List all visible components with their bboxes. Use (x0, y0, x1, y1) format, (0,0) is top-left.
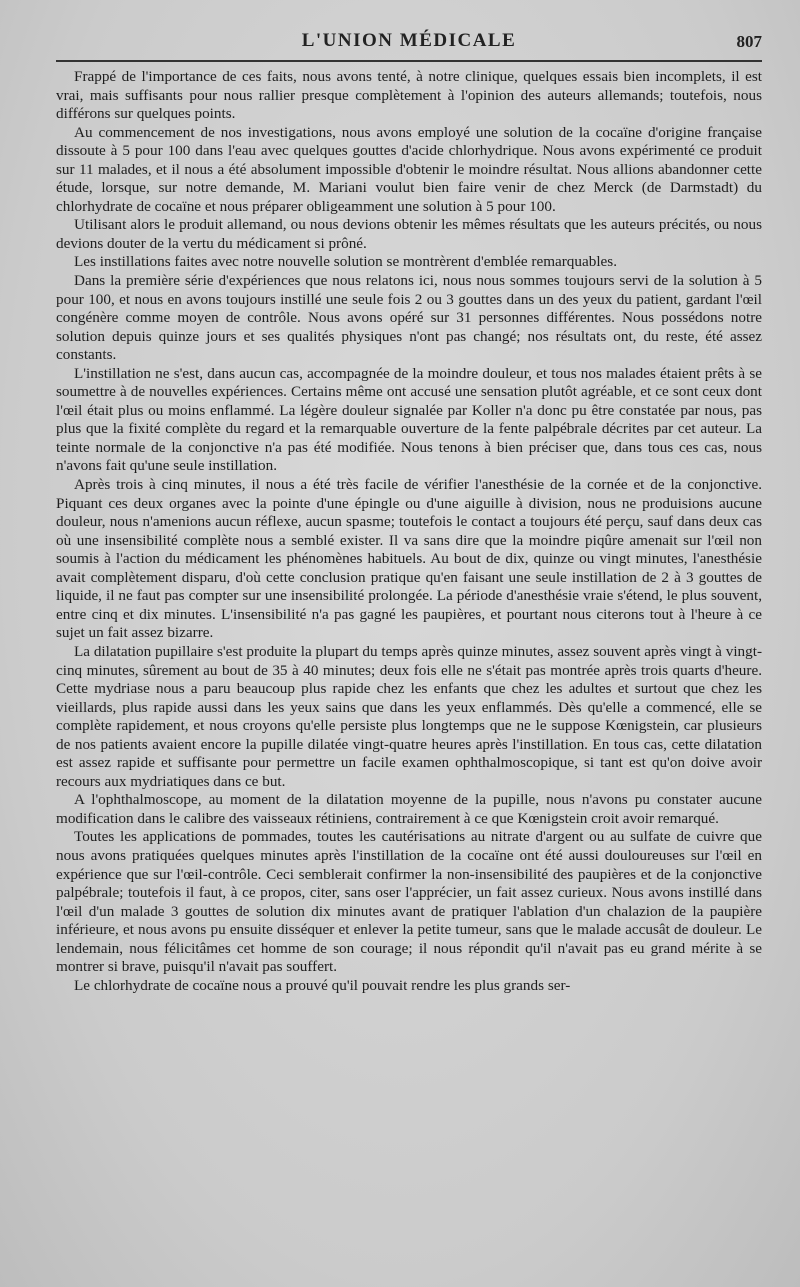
paragraph: Utilisant alors le produit allemand, ou nous devions obtenir les mêmes résultats que les auteurs précités, ou nous devions douter de la vertu du médicament si prôné. (56, 216, 762, 252)
paragraph: Après trois à cinq minutes, il nous a été très facile de vérifier l'anesthésie de la cornée et de la conjonctive. Piquant ces deux organes avec la pointe d'une épingle ou d'une aiguille à division, nous ne produisions aucune douleur, nous n'amenions aucun réflexe, aucun spasme; toutefois le contact a toujours été perçu, sauf dans deux cas où une insensibilité complète nous a semblé exister. Il va sans dire que la moindre piqûre amenait sur l'œil non soumis à l'action du médicament les phénomènes habituels. Au bout de dix, quinze ou vingt minutes, l'anesthésie avait complètement disparu, d'où cette conclusion pratique qu'en faisant une seule instillation de 2 à 3 gouttes de liquide, il ne faut pas compter sur une insensibilité prolongée. La période d'anesthésie vraie s'étend, le plus souvent, entre cinq et dix minutes. L'insensibilité n'a pas gagné les paupières, et pourtant nous citerons tout à l'heure à ce sujet un fait assez bizarre. (56, 476, 762, 642)
page-number: 807 (736, 32, 762, 51)
paragraph: Les instillations faites avec notre nouvelle solution se montrèrent d'emblée remarquables. (74, 253, 617, 271)
paragraph: La dilatation pupillaire s'est produite la plupart du temps après quinze minutes, assez souvent après vingt à vingt-cinq minutes, sûrement au bout de 35 à 40 minutes; deux fois elle ne s'était pas montrée après trois quarts d'heure. Cette mydriase nous a paru beaucoup plus rapide chez les enfants que chez les adultes et surtout que chez les vieillards, plus rapide aussi dans les yeux sains que dans les yeux enflammés. Dès qu'elle a commencé, elle se complète rapidement, et nous croyons qu'elle persiste plus longtemps que ne le suppose Kœnigstein, car plusieurs de nos patients avaient encore la pupille dilatée vingt-quatre heures après l'instillation. En tous cas, cette dilatation est assez rapide et suffisante pour permettre un facile examen ophthalmoscopique, si tant est qu'on doive avoir recours aux mydriatiques dans ce but. (56, 642, 762, 790)
paragraph: L'instillation ne s'est, dans aucun cas, accompagnée de la moindre douleur, et tous nos malades étaient prêts à se soumettre à de nouvelles expériences. Certains même ont accusé une sensation plutôt agréable, et ce sont ceux dont l'œil était plus ou moins enflammé. La légère douleur signalée par Koller n'a donc pu être constatée par nous, pas plus que la fixité complète du regard et la remarquable ouverture de la fente palpébrale décrites par cet auteur. La teinte normale de la conjonctive n'a pas été modifiée. Nous tenons à bien préciser que, dans tous ces cas, nous n'avons fait qu'une seule instillation. (56, 364, 762, 475)
paragraph: Au commencement de nos investigations, nous avons employé une solution de la cocaïne d'origine française dissoute à 5 pour 100 dans l'eau avec quelques gouttes d'acide chlorhydrique. Nous avons expérimenté ce produit sur 11 malades, et il nous a été absolument impossible d'obtenir le moindre résultat. Nous allions abandonner cette étude, lorsque, sur notre demande, M. Mariani voulut bien faire venir de chez Merck (de Darmstadt) du chlorhydrate de cocaïne et nous préparer obligeamment une solution à 5 pour 100. (56, 123, 762, 215)
paragraph: Toutes les applications de pommades, toutes les cautérisations au nitrate d'argent ou au sulfate de cuivre que nous avons pratiquées quelques minutes après l'instillation de la cocaïne ont été aussi douloureuses sur l'œil en expérience que sur l'œil-contrôle. Ceci semblerait confirmer la non-insensibilité des paupières et de la conjonctive palpébrale; toutefois il faut, à ce propos, citer, sans oser l'apprécier, un fait assez curieux. Nous avons instillé dans l'œil d'un malade 3 gouttes de solution dix minutes avant de pratiquer l'ablation d'un chalazion de la paupière inférieure, et nous avons pu ensuite disséquer et enlever la petite tumeur, sans que le malade accusât de douleur. Le lendemain, nous félicitâmes cet homme de son courage; il nous répondit qu'il n'avait pas eu grand mérite à se montrer si brave, puisqu'il n'avait pas souffert. (56, 828, 762, 976)
paragraph: Frappé de l'importance de ces faits, nous avons tenté, à notre clinique, quelques essais bien incomplets, il est vrai, mais suffisants pour nous rallier presque complètement à l'opinion des auteurs allemands; toutefois, nous différons sur quelques points. (56, 68, 762, 123)
paragraph: Le chlorhydrate de cocaïne nous a prouvé qu'il pouvait rendre les plus grands ser- (74, 976, 571, 994)
article-body (56, 68, 762, 995)
paragraph: A l'ophthalmoscope, au moment de la dilatation moyenne de la pupille, nous n'avons pu constater aucune modification dans le calibre des vaisseaux rétiniens, contrairement à ce que Kœnigstein croit avoir remarqué. (56, 791, 762, 827)
paragraph: Dans la première série d'expériences que nous relatons ici, nous nous sommes toujours servi de la solution à 5 pour 100, et nous en avons toujours instillé une seule fois 2 ou 3 gouttes dans un des yeux du patient, gardant l'œil congénère comme moyen de contrôle. Nous avons opéré sur 31 personnes différentes. Nous possédons notre solution depuis quinze jours et ses qualités physiques n'ont pas changé; nos résultats ont, du reste, été assez constants. (56, 272, 762, 364)
journal-title: L'UNION MÉDICALE (301, 30, 517, 51)
header-rule (56, 60, 762, 62)
running-head (56, 26, 762, 60)
